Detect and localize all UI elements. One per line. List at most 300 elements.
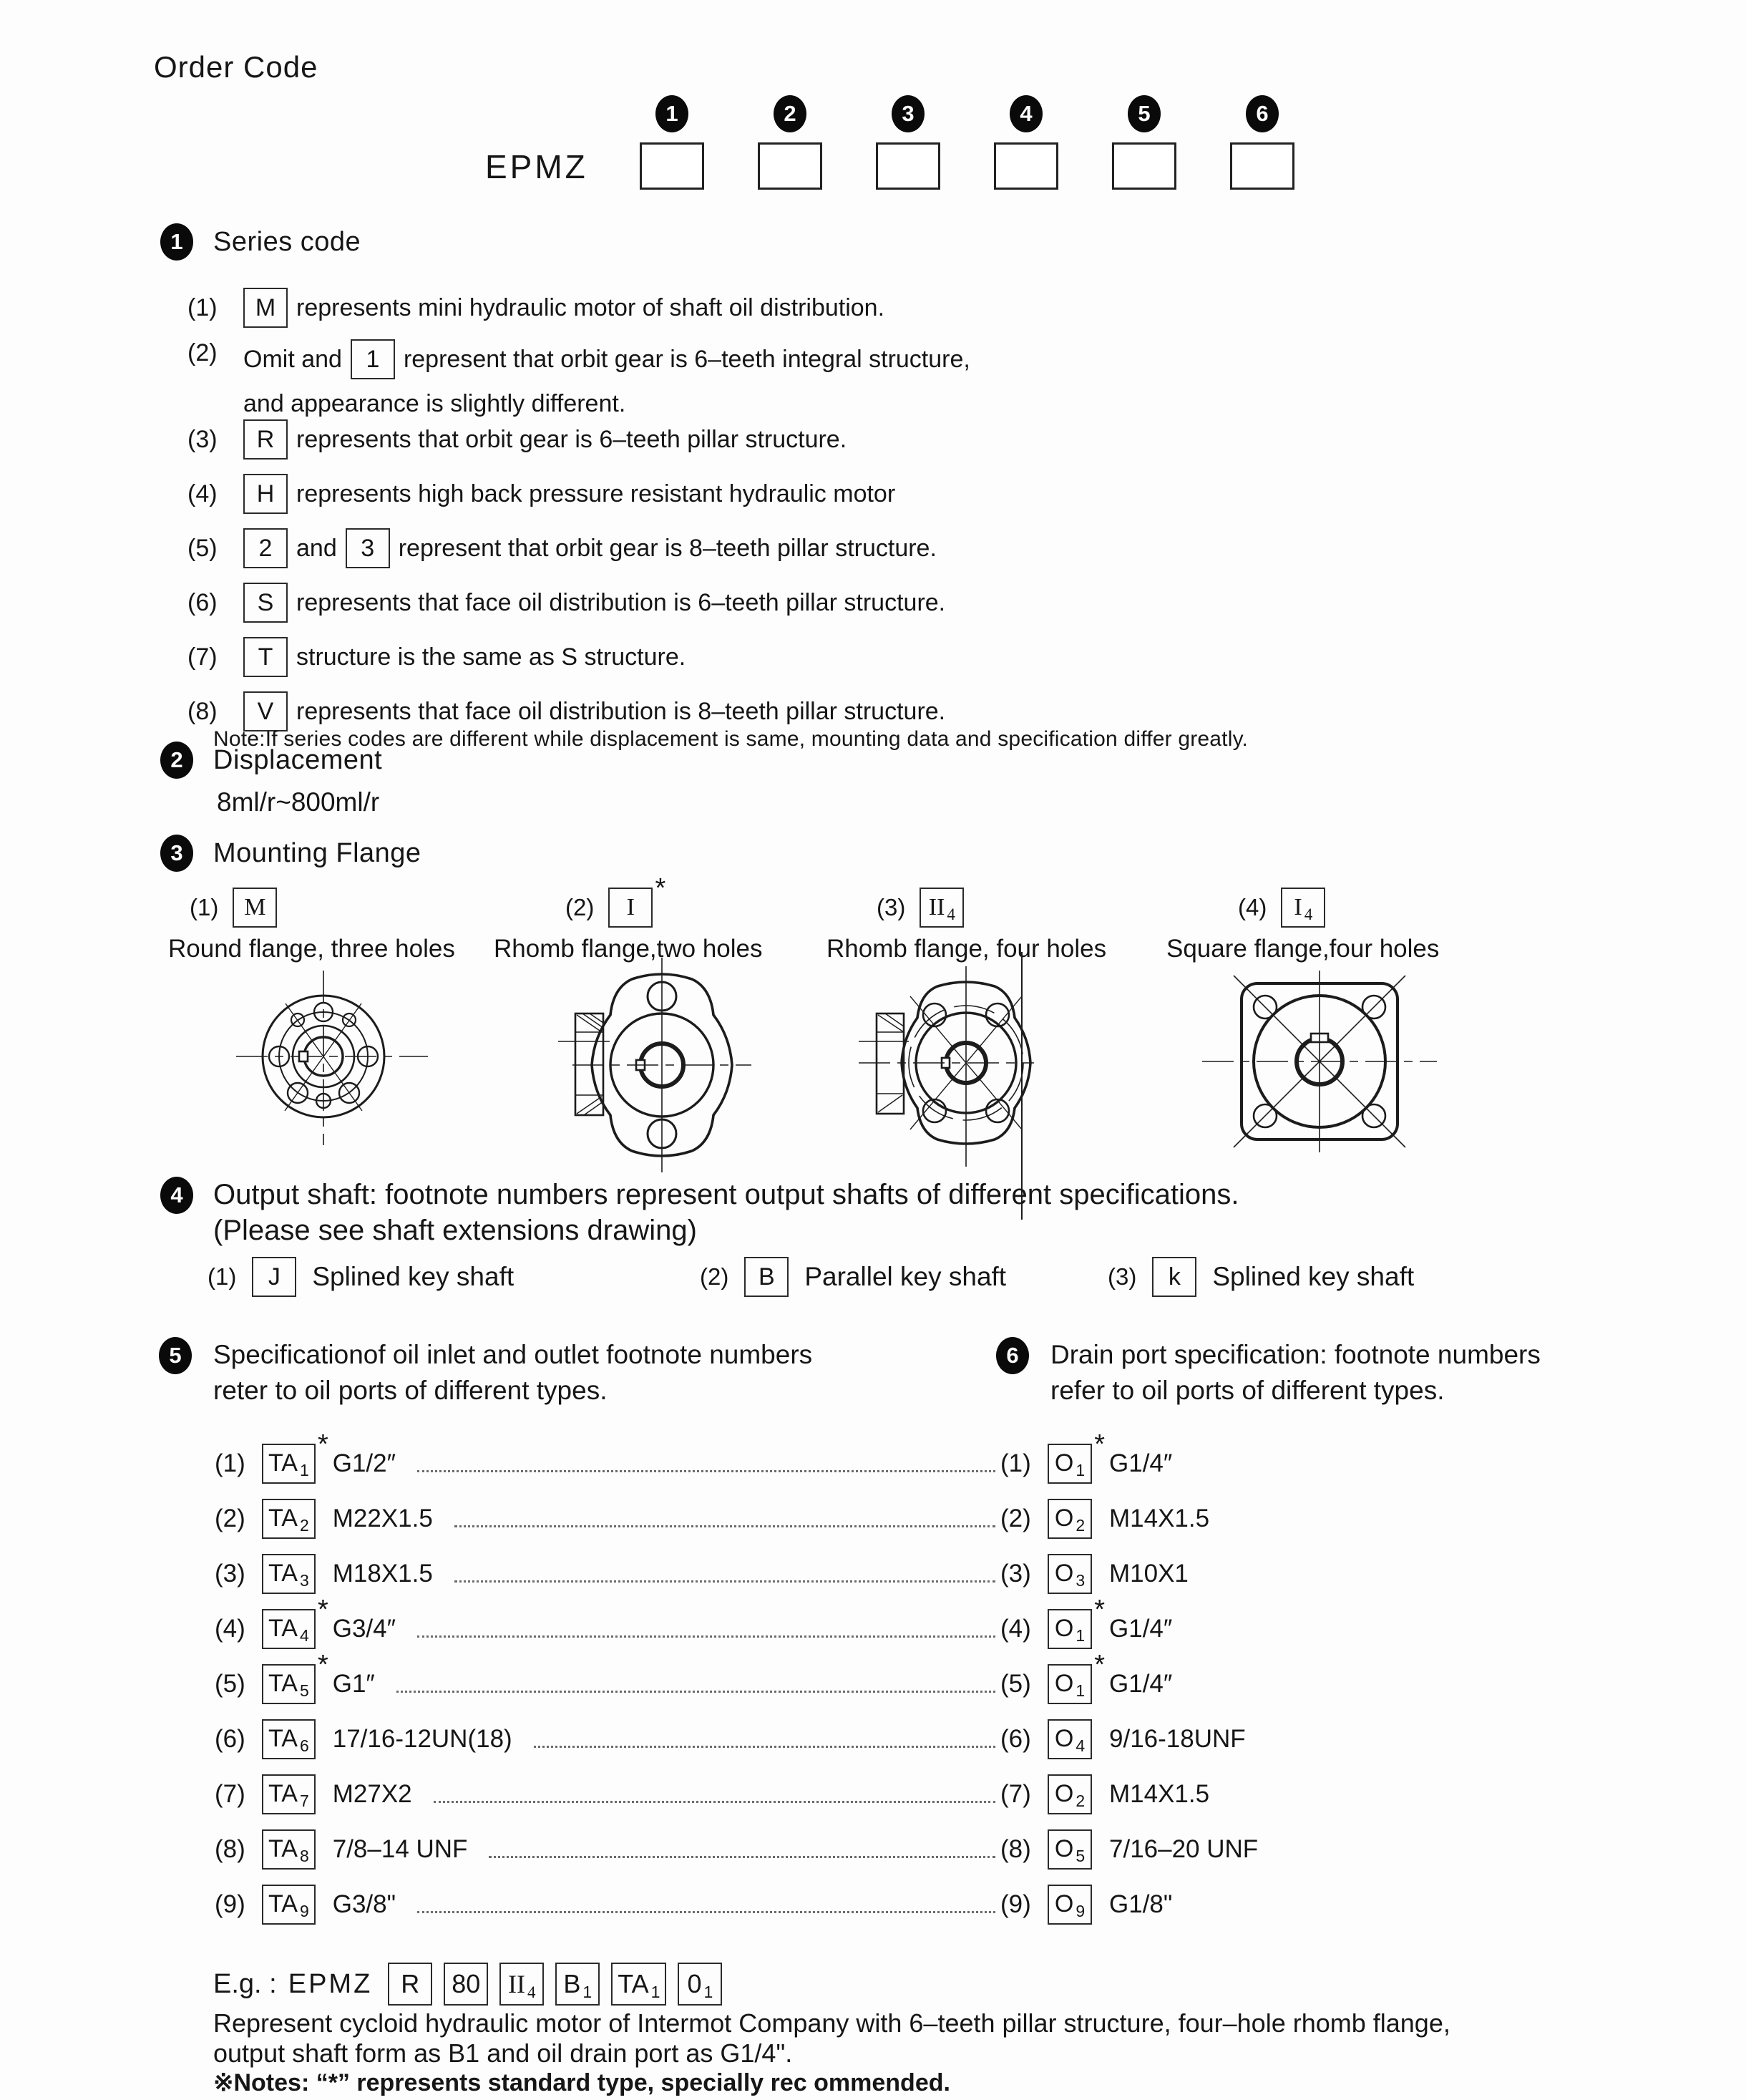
port-thread-value: 7/16–20 UNF xyxy=(1109,1834,1259,1863)
flange-type-label: Round flange, three holes xyxy=(168,935,455,963)
code-box xyxy=(262,1444,316,1484)
code-box-subscript: 1 xyxy=(1076,1460,1086,1479)
code-box-text: O xyxy=(1054,1780,1074,1807)
order-code-box xyxy=(758,142,822,190)
port-thread-value: G1″ xyxy=(332,1669,375,1698)
round-flange-drawing xyxy=(236,971,428,1145)
item-number: (1) xyxy=(187,293,218,321)
position-number-badge: 1 xyxy=(655,95,688,132)
code-box-subscript: 1 xyxy=(582,1983,592,2001)
code-box-subscript: 9 xyxy=(1076,1901,1086,1920)
port-thread-value: M18X1.5 xyxy=(332,1559,433,1588)
item-number: (6) xyxy=(187,588,218,616)
code-box-subscript: 3 xyxy=(299,1570,309,1590)
code-box-wrap xyxy=(262,1499,316,1539)
port-thread-value: M22X1.5 xyxy=(332,1504,433,1532)
section-4-badge: 4 xyxy=(160,1177,193,1214)
dotted-leader-line xyxy=(417,1895,995,1913)
dotted-leader-line xyxy=(417,1454,995,1472)
item-number: (6) xyxy=(215,1724,245,1753)
position-number-badge: 3 xyxy=(892,95,925,132)
series-code-list xyxy=(187,281,1304,739)
series-item-text-line2: and appearance is slightly different. xyxy=(243,390,626,417)
code-box-text: I xyxy=(626,894,635,920)
order-position xyxy=(1232,95,1293,190)
shaft-section-header xyxy=(160,1177,1239,1248)
port-list-item xyxy=(215,1594,998,1656)
code-box-subscript: 9 xyxy=(299,1901,309,1920)
port-list-item xyxy=(215,1822,998,1877)
code-box-subscript: 2 xyxy=(1076,1515,1086,1535)
example-description-line1: Represent cycloid hydraulic motor of Intermot Company with 6–teeth pillar structure, four–hole rhomb flange, xyxy=(213,2008,1450,2038)
code-box-text: TA xyxy=(268,1504,298,1532)
series-item-text: represents mini hydraulic motor of shaft oil distribution. xyxy=(296,294,885,321)
item-number: (5) xyxy=(187,534,218,562)
code-box-wrap xyxy=(1048,1429,1105,1484)
flange-code-line xyxy=(877,885,1106,930)
order-position xyxy=(877,95,939,190)
shaft-type-label: Splined key shaft xyxy=(1212,1262,1415,1291)
example-code-box xyxy=(611,1963,666,2006)
drain-section-header xyxy=(996,1337,1541,1409)
code-box-text: T xyxy=(258,643,273,671)
displacement-range: 8ml/r~800ml/r xyxy=(217,787,380,817)
code-box xyxy=(262,1554,316,1594)
port-list-item xyxy=(1000,1766,1644,1822)
series-item-text: represent that orbit gear is 6–teeth integral structure, xyxy=(403,346,970,373)
port-list-item xyxy=(215,1766,998,1822)
drain-port-list xyxy=(1000,1429,1644,1932)
example-order-code xyxy=(213,1963,722,2006)
section-5-badge: 5 xyxy=(159,1337,192,1374)
code-box-text: M xyxy=(255,294,276,321)
item-number: (3) xyxy=(187,425,218,453)
code-box xyxy=(920,888,964,928)
drain-title-block xyxy=(1050,1337,1541,1409)
code-box-subscript: 1 xyxy=(650,1983,660,2001)
series-title: Series code xyxy=(213,226,361,257)
code-box-text: 3 xyxy=(361,535,375,562)
order-position xyxy=(1113,95,1175,190)
series-item-content xyxy=(243,419,847,460)
code-box-wrap xyxy=(608,873,666,928)
standard-type-asterisk: * xyxy=(317,1649,328,1680)
dotted-leader-line xyxy=(489,1840,995,1858)
item-number: (8) xyxy=(215,1834,245,1863)
code-box-text: TA xyxy=(268,1670,298,1697)
item-number: (9) xyxy=(215,1890,245,1918)
code-box-text: I xyxy=(1294,894,1302,920)
item-number: (6) xyxy=(1000,1724,1031,1753)
series-note: Note:If series codes are different while displacement is same, mounting data and specification differ greatly. xyxy=(213,727,1249,751)
port-list-item xyxy=(1000,1429,1644,1491)
item-number: (4) xyxy=(187,480,218,507)
series-item-text: Omit and xyxy=(243,346,342,373)
port-thread-value: G1/4″ xyxy=(1109,1614,1173,1643)
code-box-text: O xyxy=(1054,1504,1074,1532)
dotted-leader-line xyxy=(417,1620,995,1638)
item-number: (5) xyxy=(215,1669,245,1698)
item-number: (1) xyxy=(215,1449,245,1477)
series-item xyxy=(187,335,1304,417)
code-box-subscript: 4 xyxy=(1304,905,1313,923)
series-item-content xyxy=(243,637,686,677)
port-list-item xyxy=(215,1711,998,1766)
port-thread-value: G1/8" xyxy=(1109,1890,1173,1918)
item-number: (4) xyxy=(1238,894,1267,920)
port-list-item xyxy=(215,1546,998,1601)
code-box-subscript: 1 xyxy=(1076,1625,1086,1645)
code-box-wrap xyxy=(262,1649,328,1704)
code-box-text: TA xyxy=(268,1615,298,1642)
item-number: (9) xyxy=(1000,1890,1031,1918)
code-box xyxy=(262,1499,316,1539)
series-item-text: represents high back pressure resistant hydraulic motor xyxy=(296,480,896,507)
series-item-text: represents that orbit gear is 6–teeth pillar structure. xyxy=(296,426,847,453)
code-box-text: O xyxy=(1054,1835,1074,1862)
shaft-code-box xyxy=(744,1257,789,1297)
inlet-title-line1: Specificationof oil inlet and outlet footnote numbers xyxy=(213,1340,813,1369)
example-code-box xyxy=(678,1963,722,2006)
code-box-text: 0 xyxy=(687,1969,702,1998)
series-item-text: represents that face oil distribution is 8–teeth pillar structure. xyxy=(296,698,946,725)
shaft-type-list xyxy=(208,1257,1639,1307)
item-number: (8) xyxy=(187,697,218,725)
code-box-wrap xyxy=(233,888,277,928)
item-number: (7) xyxy=(187,643,218,671)
flange-type-label: Square flange,four holes xyxy=(1166,935,1440,963)
code-box-subscript: 5 xyxy=(1076,1846,1086,1865)
port-list-item xyxy=(1000,1546,1644,1601)
code-box xyxy=(262,1719,316,1759)
code-box-text: k xyxy=(1168,1263,1181,1290)
series-item-text: represent that orbit gear is 8–teeth pillar structure. xyxy=(398,535,937,562)
dotted-leader-line xyxy=(434,1785,995,1803)
code-box-text: TA xyxy=(268,1835,298,1862)
code-box-subscript: 2 xyxy=(299,1515,309,1535)
item-number: (7) xyxy=(215,1779,245,1808)
order-position xyxy=(759,95,821,190)
code-box-text: O xyxy=(1054,1449,1074,1477)
port-list-item xyxy=(215,1491,998,1546)
flange-code-line xyxy=(565,873,763,930)
code-box xyxy=(1048,1774,1092,1814)
code-box xyxy=(1048,1444,1092,1484)
port-thread-value: 7/8–14 UNF xyxy=(332,1834,468,1863)
inlet-section-header xyxy=(159,1337,812,1409)
port-list-item xyxy=(215,1429,998,1491)
order-code-box xyxy=(640,142,704,190)
item-number: (3) xyxy=(1000,1559,1031,1588)
item-number: (1) xyxy=(208,1263,237,1290)
code-box-text: O xyxy=(1054,1890,1074,1917)
item-number: (3) xyxy=(1108,1263,1137,1290)
code-box-text: TA xyxy=(268,1560,298,1587)
series-code-box xyxy=(243,691,288,731)
code-box xyxy=(608,888,653,928)
rhomb-flange-two-holes-drawing xyxy=(558,958,751,1172)
code-box-wrap xyxy=(1281,888,1325,928)
port-list-item xyxy=(215,1649,998,1711)
code-box-text: II xyxy=(928,894,945,920)
code-box-text: 80 xyxy=(452,1969,481,1998)
code-box-wrap xyxy=(262,1885,316,1925)
code-box xyxy=(1048,1885,1092,1925)
position-number-badge: 5 xyxy=(1128,95,1161,132)
item-number: (5) xyxy=(1000,1669,1031,1698)
drain-title-line2: refer to oil ports of different types. xyxy=(1050,1376,1445,1405)
inlet-title-block xyxy=(213,1337,812,1409)
shaft-type-item xyxy=(208,1257,514,1297)
series-item-content xyxy=(243,339,1245,419)
port-thread-value: G1/2″ xyxy=(332,1449,396,1477)
dotted-leader-line xyxy=(454,1565,995,1583)
item-number: (8) xyxy=(1000,1834,1031,1863)
series-code-box xyxy=(243,528,288,568)
position-number-badge: 4 xyxy=(1010,95,1043,132)
port-list-item xyxy=(1000,1711,1644,1766)
series-code-box xyxy=(243,583,288,623)
code-box-text: M xyxy=(244,894,266,920)
code-box-wrap xyxy=(1048,1594,1105,1649)
series-section-header xyxy=(160,223,361,261)
example-description-line2: output shaft form as B1 and oil drain port as G1/4". xyxy=(213,2038,793,2068)
port-list-item xyxy=(1000,1594,1644,1656)
order-code-box xyxy=(1230,142,1294,190)
code-box xyxy=(1048,1664,1092,1704)
item-number: (2) xyxy=(565,894,595,920)
code-box xyxy=(262,1609,316,1649)
example-code-box xyxy=(555,1963,600,2006)
code-box-subscript: 2 xyxy=(1076,1791,1086,1810)
item-number: (7) xyxy=(1000,1779,1031,1808)
shaft-type-item xyxy=(700,1257,1006,1297)
series-item-content xyxy=(243,691,945,731)
page-title: Order Code xyxy=(154,50,318,84)
example-note: ※Notes: “*” represents standard type, specially rec ommended. xyxy=(213,2069,950,2096)
code-box-subscript: 1 xyxy=(299,1460,309,1479)
port-thread-value: G1/4″ xyxy=(1109,1669,1173,1698)
code-box xyxy=(1048,1719,1092,1759)
item-number: (1) xyxy=(1000,1449,1031,1477)
port-thread-value: M27X2 xyxy=(332,1779,412,1808)
flange-section-header xyxy=(160,835,421,872)
port-thread-value: G3/4″ xyxy=(332,1614,396,1643)
order-code-positions xyxy=(641,95,1293,190)
flange-code-line xyxy=(190,885,455,930)
code-box-text: B xyxy=(759,1263,775,1290)
example-model: EPMZ xyxy=(288,1968,373,1999)
series-item xyxy=(187,575,1304,630)
code-box-text: R xyxy=(401,1969,420,1998)
code-box-subscript: 4 xyxy=(947,905,955,923)
order-code-box xyxy=(876,142,940,190)
code-box xyxy=(262,1774,316,1814)
shaft-type-label: Splined key shaft xyxy=(312,1262,514,1291)
port-thread-value: 17/16-12UN(18) xyxy=(332,1724,512,1753)
item-number: (2) xyxy=(215,1504,245,1532)
shaft-title: Output shaft: footnote numbers represent output shafts of different specifications. xyxy=(213,1179,1239,1210)
code-box-text: O xyxy=(1054,1560,1074,1587)
series-item xyxy=(187,630,1304,684)
port-list-item xyxy=(1000,1877,1644,1932)
section-6-badge: 6 xyxy=(996,1337,1029,1374)
code-box-subscript: 7 xyxy=(299,1791,309,1810)
standard-type-asterisk: * xyxy=(1094,1594,1105,1625)
code-box-text: TA xyxy=(268,1449,298,1477)
standard-type-asterisk: * xyxy=(1094,1649,1105,1680)
code-box-wrap xyxy=(262,1429,328,1484)
code-box-text: O xyxy=(1054,1670,1074,1697)
displacement-section-header xyxy=(160,742,382,779)
code-box-text: II xyxy=(508,1970,526,1998)
example-code-box xyxy=(388,1963,432,2006)
series-item-content xyxy=(243,288,884,328)
flange-title: Mounting Flange xyxy=(213,837,421,868)
code-box xyxy=(233,888,277,928)
code-box xyxy=(1281,888,1325,928)
dotted-leader-line xyxy=(396,1675,995,1693)
position-number-badge: 6 xyxy=(1246,95,1279,132)
code-box-subscript: 3 xyxy=(1076,1570,1086,1590)
example-code-box xyxy=(444,1963,488,2006)
code-box-wrap xyxy=(1048,1774,1092,1814)
section-2-badge: 2 xyxy=(160,742,193,779)
order-position xyxy=(641,95,703,190)
code-box-text: TA xyxy=(618,1969,649,1998)
code-box-text: TA xyxy=(268,1725,298,1752)
item-number: (2) xyxy=(700,1263,729,1290)
code-box-text: S xyxy=(257,589,274,616)
inlet-title-line2: reter to oil ports of different types. xyxy=(213,1376,608,1405)
series-code-box xyxy=(351,339,395,379)
model-label: EPMZ xyxy=(485,148,588,185)
series-code-box xyxy=(243,637,288,677)
section-3-badge: 3 xyxy=(160,835,193,872)
code-box-wrap xyxy=(1048,1554,1092,1594)
code-box-subscript: 1 xyxy=(1076,1681,1086,1700)
code-box-subscript: 4 xyxy=(1076,1736,1086,1755)
flange-type-label: Rhomb flange,two holes xyxy=(494,935,763,963)
shaft-code-box xyxy=(252,1257,296,1297)
series-item-text: and xyxy=(296,535,337,562)
code-box-wrap xyxy=(1048,1719,1092,1759)
code-box-text: B xyxy=(563,1969,581,1998)
code-box-subscript: 4 xyxy=(527,1983,536,2001)
order-position xyxy=(995,95,1057,190)
port-thread-value: M14X1.5 xyxy=(1109,1504,1210,1532)
series-item-content xyxy=(243,528,937,568)
port-thread-value: G3/8" xyxy=(332,1890,396,1918)
standard-type-asterisk: * xyxy=(655,873,666,903)
code-box-subscript: 5 xyxy=(299,1681,309,1700)
code-box-text: 1 xyxy=(366,346,380,373)
port-list-item xyxy=(215,1877,998,1932)
flange-type-label: Rhomb flange, four holes xyxy=(826,935,1107,963)
code-box-wrap xyxy=(262,1829,316,1870)
standard-type-asterisk: * xyxy=(317,1594,328,1625)
series-item-content xyxy=(243,474,895,514)
series-code-box xyxy=(243,288,288,328)
code-box-text: H xyxy=(256,480,275,507)
code-box-subscript: 4 xyxy=(299,1625,309,1645)
series-item-content xyxy=(243,583,945,623)
series-item xyxy=(187,412,1304,467)
code-box xyxy=(262,1664,316,1704)
code-box xyxy=(1048,1554,1092,1594)
example-label: E.g. : xyxy=(213,1968,277,1999)
code-box-text: O xyxy=(1054,1725,1074,1752)
square-flange-drawing xyxy=(1202,971,1437,1152)
code-box xyxy=(1048,1499,1092,1539)
code-box-text: R xyxy=(256,426,275,453)
inlet-port-list xyxy=(215,1429,998,1932)
standard-type-asterisk: * xyxy=(317,1429,328,1459)
code-box-wrap xyxy=(1048,1885,1092,1925)
item-number: (4) xyxy=(215,1614,245,1643)
code-box xyxy=(1048,1609,1092,1649)
series-code-box xyxy=(243,474,288,514)
shaft-code-box xyxy=(1152,1257,1196,1297)
code-box-text: TA xyxy=(268,1780,298,1807)
drain-title-line1: Drain port specification: footnote numbers xyxy=(1050,1340,1541,1369)
code-box-text: 2 xyxy=(258,535,273,562)
code-box-subscript: 8 xyxy=(299,1846,309,1865)
item-number: (2) xyxy=(187,339,218,366)
series-item xyxy=(187,281,1304,335)
series-code-box xyxy=(243,419,288,460)
position-number-badge: 2 xyxy=(774,95,806,132)
code-box-wrap xyxy=(1048,1499,1092,1539)
code-box-wrap xyxy=(262,1719,316,1759)
code-box-text: O xyxy=(1054,1615,1074,1642)
example-code-box xyxy=(499,1963,544,2006)
section-1-badge: 1 xyxy=(160,223,193,261)
code-box-subscript: 6 xyxy=(299,1736,309,1755)
code-box-wrap xyxy=(262,1594,328,1649)
code-box-wrap xyxy=(1048,1829,1092,1870)
order-code-box xyxy=(994,142,1058,190)
port-list-item xyxy=(1000,1822,1644,1877)
item-number: (1) xyxy=(190,894,219,920)
item-number: (3) xyxy=(877,894,906,920)
code-box-wrap xyxy=(262,1774,316,1814)
code-box xyxy=(262,1885,316,1925)
code-box-text: TA xyxy=(268,1890,298,1917)
port-thread-value: M14X1.5 xyxy=(1109,1779,1210,1808)
item-number: (4) xyxy=(1000,1614,1031,1643)
displacement-title: Displacement xyxy=(213,744,383,775)
series-item xyxy=(187,467,1304,521)
port-thread-value: 9/16-18UNF xyxy=(1109,1724,1246,1753)
series-item xyxy=(187,521,1304,575)
shaft-subtitle: (Please see shaft extensions drawing) xyxy=(213,1215,697,1246)
flange-code-line xyxy=(1238,885,1439,930)
shaft-title-block xyxy=(213,1177,1239,1248)
code-box-wrap xyxy=(262,1554,316,1594)
item-number: (2) xyxy=(1000,1504,1031,1532)
code-box xyxy=(262,1829,316,1870)
shaft-type-item xyxy=(1108,1257,1414,1297)
series-code-box xyxy=(346,528,390,568)
port-list-item xyxy=(1000,1491,1644,1546)
port-list-item xyxy=(1000,1649,1644,1711)
code-box-subscript: 1 xyxy=(703,1983,713,2001)
port-thread-value: M10X1 xyxy=(1109,1559,1189,1588)
code-box xyxy=(1048,1829,1092,1870)
shaft-type-label: Parallel key shaft xyxy=(804,1262,1007,1291)
code-box-text: V xyxy=(257,698,274,725)
